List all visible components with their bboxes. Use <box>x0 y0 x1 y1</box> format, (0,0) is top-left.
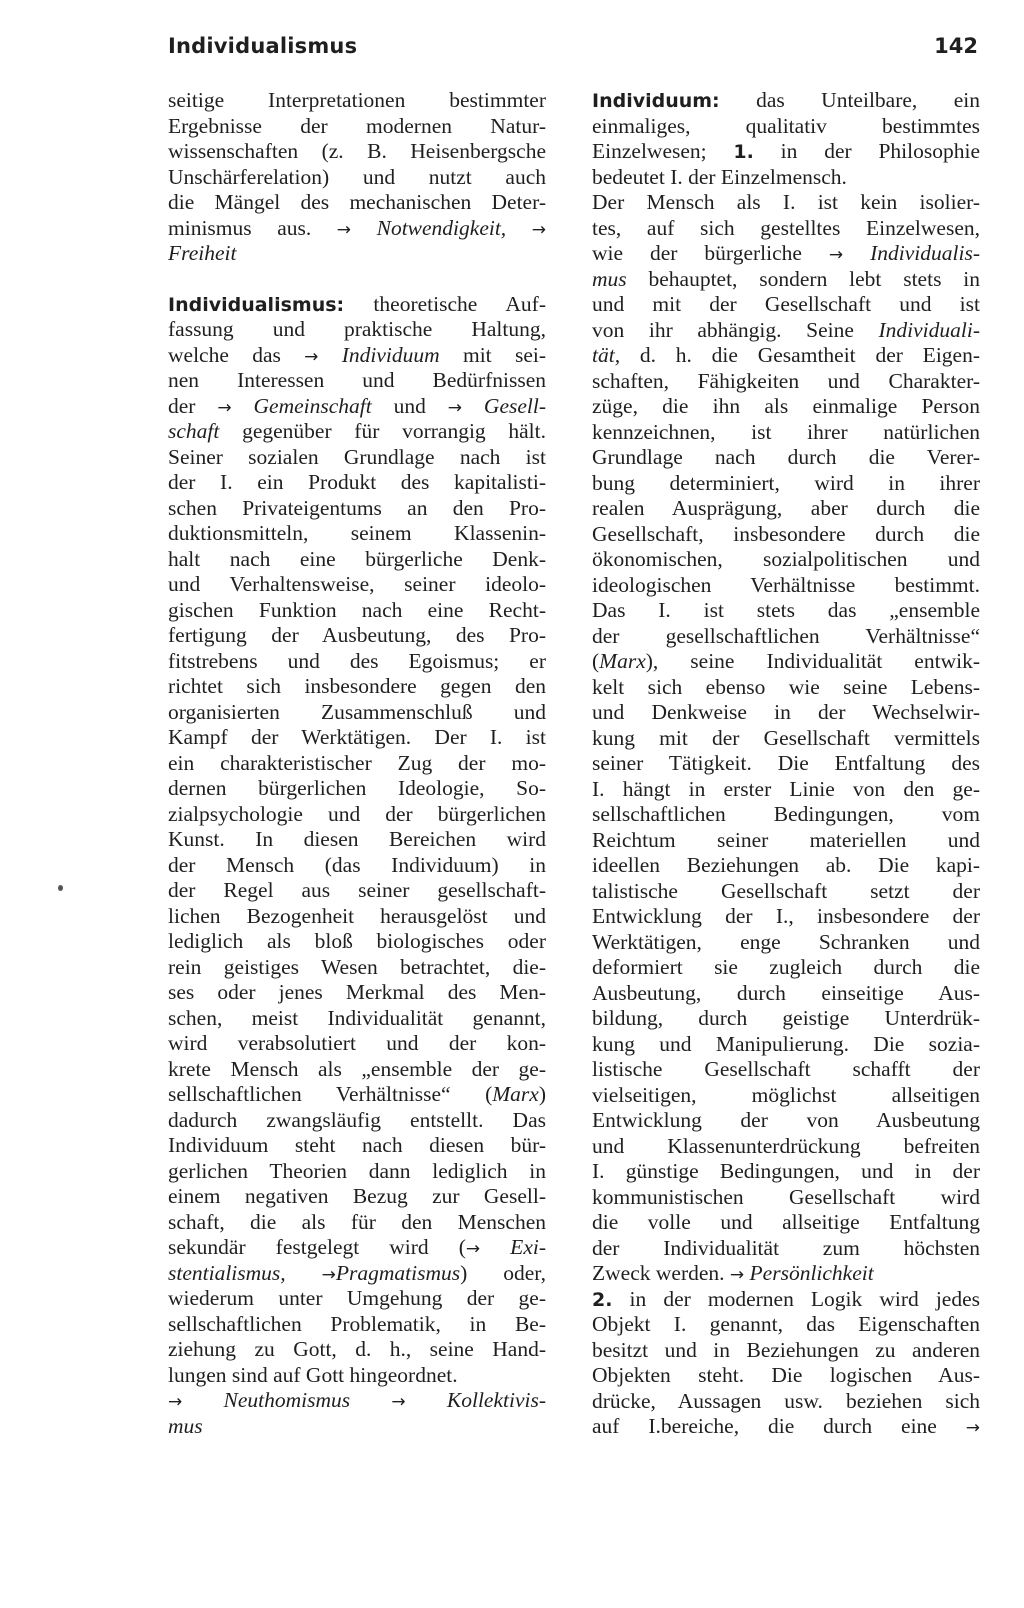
text-segment: seiner Tätigkeit. Die Entfaltung des <box>592 751 980 775</box>
text-segment: d. h. die Gesamtheit der Eigen- <box>620 343 980 367</box>
cross-reference: mus <box>592 266 627 291</box>
cross-reference: stentialismus, <box>168 1260 322 1285</box>
text-line <box>168 802 546 828</box>
text-segment: richtet sich insbesondere gegen den <box>168 674 546 698</box>
text-line <box>592 802 980 828</box>
text-line <box>592 1083 980 1109</box>
text-line <box>168 955 546 981</box>
text-segment: in der Philosophie <box>753 139 980 163</box>
text-line <box>592 1389 980 1415</box>
text-line <box>168 114 546 140</box>
text-line <box>168 700 546 726</box>
text-line <box>592 904 980 930</box>
text-segment: tes, auf sich gestelltes Einzelwesen, <box>592 215 980 240</box>
text-line <box>168 368 546 394</box>
text-segment: sekundär festgelegt wird ( <box>168 1235 466 1259</box>
text-line <box>592 114 980 140</box>
text-line <box>592 216 980 242</box>
text-segment: Kampf der Werktätigen. Der I. ist <box>168 725 546 749</box>
text-line <box>592 318 980 344</box>
text-line <box>592 165 980 191</box>
text-segment: züge, die ihn als einmalige Person <box>592 394 980 418</box>
text-segment: besitzt und in Beziehungen zu anderen <box>592 1337 980 1362</box>
text-line <box>592 1261 980 1287</box>
arrow-icon: → <box>321 1264 336 1285</box>
text-line <box>592 343 980 369</box>
text-segment: ein charakteristischer Zug der mo- <box>168 750 546 775</box>
text-segment: ökonomischen, sozialpolitischen und <box>592 547 980 571</box>
text-segment: und Denkweise in der Wechselwir- <box>592 700 980 724</box>
text-segment: wiederum unter Umgehung der ge- <box>168 1286 546 1310</box>
text-line <box>592 700 980 726</box>
text-segment: von ihr abhängig. Seine <box>592 317 879 342</box>
text-line <box>592 1006 980 1032</box>
text-segment: Entwicklung der von Ausbeutung <box>592 1108 980 1132</box>
text-segment: ses oder jenes Merkmal des Men- <box>168 980 546 1004</box>
text-segment: ), seine Individualität entwik- <box>645 649 980 673</box>
text-line <box>168 496 546 522</box>
cross-reference: Marx <box>492 1082 539 1106</box>
text-segment: drücke, Aussagen usw. beziehen sich <box>592 1388 980 1413</box>
text-line <box>592 853 980 879</box>
text-line <box>592 369 980 395</box>
text-line <box>168 1210 546 1236</box>
text-line <box>592 649 980 675</box>
text-segment: Unschärferelation) und nutzt auch <box>168 164 546 189</box>
text-line <box>592 420 980 446</box>
text-segment: theoretische Auf- <box>344 291 546 316</box>
cross-reference: Gesell- <box>462 393 546 418</box>
cross-reference: tät, <box>592 343 621 367</box>
text-line <box>592 1287 980 1313</box>
text-line <box>592 547 980 573</box>
text-segment: Gesellschaft, insbesondere durch die <box>592 521 980 546</box>
text-segment: kelt sich ebenso wie seine Lebens- <box>592 674 980 699</box>
text-segment: dadurch zwangsläufig entstellt. Das <box>168 1107 546 1132</box>
text-line <box>168 547 546 573</box>
text-line <box>168 1337 546 1363</box>
text-line <box>168 1006 546 1032</box>
sense-number: 2. <box>592 1288 613 1311</box>
text-segment: fertigung der Ausbeutung, des Pro- <box>168 623 546 647</box>
text-line <box>592 675 980 701</box>
text-segment: Entwicklung der I., insbesondere der <box>592 904 980 928</box>
cross-reference: Kollektivis- <box>405 1388 546 1412</box>
text-line <box>592 1312 980 1338</box>
text-segment: Seiner sozialen Grundlage nach ist <box>168 444 546 469</box>
text-segment: die Mängel des mechanischen Deter- <box>168 190 546 214</box>
text-line <box>592 445 980 471</box>
text-line <box>592 496 980 522</box>
text-segment: und Klassenunterdrückung befreiten <box>592 1133 980 1158</box>
arrow-icon: → <box>531 219 546 240</box>
text-line <box>592 1363 980 1389</box>
running-head-title: Individualismus <box>168 34 358 58</box>
text-segment: sellschaftlichen Problematik, in Be- <box>168 1311 546 1336</box>
text-segment: wie der bürgerliche <box>592 241 829 265</box>
text-segment: realen Ausprägung, aber durch die <box>592 496 980 520</box>
text-segment: schen, meist Individualität genannt, <box>168 1005 546 1030</box>
cross-reference: Individuali- <box>878 317 980 342</box>
text-line <box>592 573 980 599</box>
text-line <box>592 981 980 1007</box>
text-segment: schaften, Fähigkeiten und Charakter- <box>592 368 980 393</box>
text-segment: ) <box>538 1082 546 1106</box>
text-line <box>592 267 980 293</box>
text-line <box>168 470 546 496</box>
cross-reference: schaft <box>168 419 220 443</box>
entry-keyword: Individuum: <box>592 90 720 112</box>
text-segment: krete Mensch als „ensemble der ge- <box>168 1056 546 1081</box>
cross-reference: Persönlichkeit <box>744 1261 874 1285</box>
text-line <box>592 1032 980 1058</box>
text-line <box>168 1261 546 1287</box>
text-line <box>592 471 980 497</box>
arrow-icon: → <box>828 245 844 265</box>
text-segment: und mit der Gesellschaft und ist <box>592 292 980 316</box>
entry-keyword: Individualismus: <box>168 293 345 316</box>
text-segment: und <box>371 393 448 418</box>
text-line <box>168 598 546 624</box>
text-line <box>592 88 980 114</box>
text-line <box>592 1414 980 1440</box>
text-segment: wissenschaften (z. B. Heisenbergsche <box>168 139 546 163</box>
text-line <box>592 598 980 624</box>
arrow-icon: → <box>217 397 232 418</box>
text-segment: Objekten steht. Die logischen Aus- <box>592 1363 980 1387</box>
text-line <box>592 1210 980 1236</box>
text-segment: Objekt I. genannt, das Eigenschaften <box>592 1312 980 1336</box>
text-segment: wird verabsolutiert und der kon- <box>168 1031 546 1055</box>
text-line <box>168 980 546 1006</box>
text-segment: kung mit der Gesellschaft vermittels <box>592 725 980 750</box>
text-line <box>592 930 980 956</box>
text-line <box>592 394 980 420</box>
text-line <box>168 394 546 420</box>
text-segment: fassung und praktische Haltung, <box>168 317 546 341</box>
text-line <box>168 1159 546 1185</box>
text-line <box>168 1235 546 1261</box>
text-line <box>168 1057 546 1083</box>
text-line <box>168 904 546 930</box>
text-segment: rein geistiges Wesen betrachtet, die- <box>168 954 546 979</box>
text-segment: Werktätigen, enge Schranken und <box>592 929 980 954</box>
text-segment: talistische Gesellschaft setzt der <box>592 878 980 903</box>
text-line <box>168 1312 546 1338</box>
text-segment: mit sei- <box>439 342 546 367</box>
text-line <box>168 1082 546 1108</box>
text-segment: der I. ein Produkt des kapitalisti- <box>168 470 546 494</box>
text-segment: ) oder, <box>460 1260 546 1285</box>
text-segment: bedeutet I. der Einzelmensch. <box>592 164 847 189</box>
text-line <box>168 623 546 649</box>
text-line <box>168 827 546 853</box>
text-segment: sellschaftlichen Bedingungen, vom <box>592 802 980 826</box>
text-line <box>168 317 546 343</box>
text-segment: Ausbeutung, durch einseitige Aus- <box>592 980 980 1005</box>
cross-reference: Neuthomismus <box>182 1388 392 1412</box>
text-line <box>168 649 546 675</box>
text-segment: lediglich als bloß biologisches oder <box>168 929 546 953</box>
text-line <box>168 190 546 216</box>
text-line <box>168 241 546 267</box>
text-line <box>592 241 980 267</box>
paragraph-gap <box>168 267 546 292</box>
text-segment: Das I. ist stets das „ensemble <box>592 598 980 622</box>
text-line <box>592 1134 980 1160</box>
text-segment: ideologischen Verhältnisse bestimmt. <box>592 572 980 597</box>
sense-number: 1. <box>733 141 754 163</box>
text-line <box>168 776 546 802</box>
text-line <box>592 879 980 905</box>
text-segment: I. günstige Bedingungen, und in der <box>592 1159 980 1183</box>
text-line <box>168 725 546 751</box>
text-line <box>592 1108 980 1134</box>
text-segment: Ergebnisse der modernen Natur- <box>168 113 546 138</box>
text-line <box>592 1338 980 1364</box>
page-number: 142 <box>934 34 978 58</box>
text-segment: kommunistischen Gesellschaft wird <box>592 1184 980 1209</box>
text-segment: gegenüber für vorrangig hält. <box>219 419 546 443</box>
text-line <box>168 139 546 165</box>
text-line <box>168 1031 546 1057</box>
text-segment: minismus aus. <box>168 215 337 240</box>
text-line <box>168 1388 546 1414</box>
text-segment: Individuum steht nach diesen bür- <box>168 1133 546 1157</box>
text-line <box>168 1286 546 1312</box>
text-segment: die volle und allseitige Entfaltung <box>592 1210 980 1234</box>
text-line <box>168 572 546 598</box>
text-segment: der gesellschaftlichen Verhältnisse“ <box>592 623 980 648</box>
text-segment: bung determiniert, wird in ihrer <box>592 470 980 495</box>
text-segment: auf I.bereiche, die durch eine <box>592 1414 966 1438</box>
text-segment: sellschaftlichen Verhältnisse“ ( <box>168 1082 493 1106</box>
text-segment: gischen Funktion nach eine Recht- <box>168 597 546 622</box>
text-line <box>592 190 980 216</box>
text-line <box>592 777 980 803</box>
cross-reference: Freiheit <box>168 241 237 265</box>
text-segment: organisierten Zusammenschluß und <box>168 699 546 724</box>
text-line <box>168 343 546 369</box>
text-line <box>168 751 546 777</box>
text-line <box>168 1184 546 1210</box>
left-column <box>168 88 546 1439</box>
text-segment: schen Privateigentums an den Pro- <box>168 495 546 520</box>
text-line <box>592 1057 980 1083</box>
text-segment: in der modernen Logik wird jedes <box>612 1286 980 1311</box>
text-segment: halt nach eine bürgerliche Denk- <box>168 546 546 571</box>
text-line <box>592 292 980 318</box>
text-segment: vielseitigen, möglichst allseitigen <box>592 1082 980 1107</box>
text-line <box>592 751 980 777</box>
arrow-icon: → <box>336 219 352 240</box>
cross-reference: mus <box>168 1413 203 1438</box>
text-segment: ziehung zu Gott, d. h., seine Hand- <box>168 1337 546 1361</box>
text-line <box>168 674 546 700</box>
text-line <box>168 445 546 471</box>
text-segment: dernen bürgerlichen Ideologie, So- <box>168 776 546 800</box>
text-line <box>168 853 546 879</box>
text-segment: lichen Bezogenheit herausgelöst und <box>168 903 546 928</box>
text-line <box>168 216 546 242</box>
text-segment: ( <box>592 649 600 673</box>
text-line <box>592 139 980 165</box>
text-line <box>168 419 546 445</box>
text-segment: gerlichen Theorien dann lediglich in <box>168 1158 546 1183</box>
text-segment: einmaliges, qualitativ bestimmtes <box>592 113 980 138</box>
text-segment: einem negativen Bezug zur Gesell- <box>168 1184 546 1208</box>
arrow-icon: → <box>168 1392 183 1412</box>
text-line <box>168 1363 546 1389</box>
cross-reference: Gemeinschaft <box>231 393 372 418</box>
arrow-icon: → <box>465 1239 481 1259</box>
text-line <box>168 929 546 955</box>
text-segment: fitstrebens und des Egoismus; er <box>168 648 546 673</box>
arrow-icon: → <box>304 346 319 367</box>
text-line <box>168 165 546 191</box>
text-segment: listische Gesellschaft schafft der <box>592 1057 980 1081</box>
text-line <box>168 878 546 904</box>
text-line <box>592 955 980 981</box>
text-segment: bildung, durch geistige Unterdrük- <box>592 1006 980 1030</box>
text-line <box>592 1159 980 1185</box>
text-segment: der Mensch (das Individuum) in <box>168 852 546 877</box>
text-segment: schaft, die als für den Menschen <box>168 1209 546 1234</box>
text-line <box>592 1236 980 1262</box>
text-segment: Reichtum seiner materiellen und <box>592 827 980 852</box>
text-line <box>592 828 980 854</box>
text-segment: Kunst. In diesen Bereichen wird <box>168 827 546 851</box>
text-segment: der Individualität zum höchsten <box>592 1235 980 1260</box>
text-segment: und Verhaltensweise, seiner ideolo- <box>168 572 546 596</box>
text-segment: nen Interessen und Bedürfnissen <box>168 368 546 392</box>
text-segment: ideellen Beziehungen ab. Die kapi- <box>592 853 980 877</box>
text-segment: lungen sind auf Gott hingeordnet. <box>168 1362 458 1387</box>
cross-reference: Pragmatismus <box>335 1260 461 1285</box>
text-line <box>168 521 546 547</box>
text-segment: behauptet, sondern lebt stets in <box>626 266 980 291</box>
text-segment: kennzeichnen, ist ihrer natürlichen <box>592 419 980 444</box>
print-speck <box>58 885 63 891</box>
text-line <box>592 1185 980 1211</box>
text-segment: Zweck werden. <box>592 1261 730 1285</box>
text-segment: der Regel aus seiner gesellschaft- <box>168 878 546 902</box>
cross-reference: Notwendigkeit, <box>351 215 532 240</box>
text-line <box>168 292 546 318</box>
text-segment: das Unteilbare, ein <box>719 88 980 112</box>
text-line <box>168 1414 546 1440</box>
text-line <box>592 726 980 752</box>
text-line <box>168 88 546 114</box>
text-segment: kung und Manipulierung. Die sozia- <box>592 1031 980 1056</box>
arrow-icon: → <box>447 397 463 418</box>
text-segment: I. hängt in erster Linie von den ge- <box>592 776 980 801</box>
cross-reference: Individuum <box>318 342 440 367</box>
text-segment: deformiert sie zugleich durch die <box>592 955 980 979</box>
text-line <box>592 522 980 548</box>
text-line <box>592 624 980 650</box>
arrow-icon: → <box>965 1418 980 1438</box>
text-segment: Einzelwesen; <box>592 139 734 163</box>
arrow-icon: → <box>391 1392 406 1412</box>
text-line <box>168 1133 546 1159</box>
right-column <box>592 88 980 1440</box>
text-segment: welche das <box>168 342 305 367</box>
text-segment: zialpsychologie und der bürgerlichen <box>168 801 546 826</box>
text-segment: Der Mensch als I. ist kein isolier- <box>592 190 980 214</box>
text-segment: der <box>168 393 218 418</box>
cross-reference: Exi- <box>480 1235 546 1259</box>
cross-reference: Individualis- <box>843 241 980 265</box>
text-segment: Grundlage nach durch die Verer- <box>592 445 980 469</box>
arrow-icon: → <box>729 1265 745 1285</box>
cross-reference: Marx <box>599 649 646 673</box>
text-segment: duktionsmitteln, seinem Klassenin- <box>168 521 546 545</box>
text-segment: seitige Interpretationen bestimmter <box>168 88 546 112</box>
text-line <box>168 1108 546 1134</box>
